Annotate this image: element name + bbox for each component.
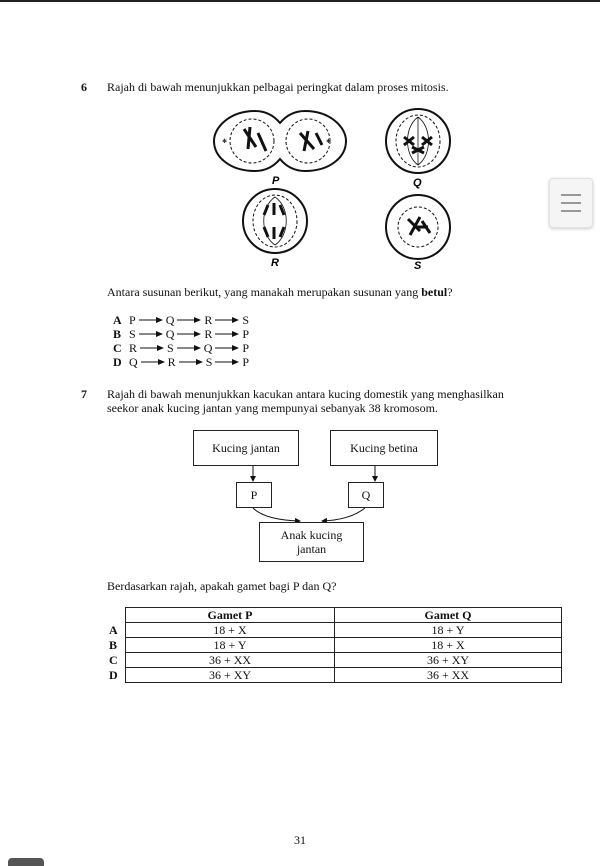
offspring-box	[259, 522, 364, 562]
cell-gamete-q: 36 + XY	[335, 653, 562, 668]
table-header-row	[109, 608, 562, 623]
gamete-q-box: Q	[348, 482, 384, 508]
offspring-line2: jantan	[296, 542, 327, 556]
sequence-item: R	[129, 341, 138, 355]
q6-question-text: Antara susunan berikut, yang manakah merupakan susunan yang	[107, 285, 422, 299]
label-s: S	[414, 260, 422, 272]
menu-icon-bar	[561, 202, 581, 204]
row-letter: A	[109, 623, 118, 637]
gamete-table	[109, 607, 562, 683]
sequence-item: R	[204, 313, 213, 327]
sequence-item: P	[129, 313, 136, 327]
table-row[interactable]	[109, 638, 562, 653]
offspring-line1: Anak kucing	[280, 528, 343, 542]
q6-question-emphasis: betul	[421, 285, 448, 299]
cell-gamete-p: 18 + Y	[126, 638, 335, 653]
q6-question-end: ?	[447, 285, 453, 299]
cell-gamete-q: 18 + Y	[335, 623, 562, 638]
q6-prompt: Rajah di bawah menunjukkan pelbagai peringkat dalam proses mitosis.	[107, 80, 449, 94]
sequence-item: S	[205, 355, 213, 369]
gamete-p-box: P	[236, 482, 272, 508]
label-r: R	[271, 257, 279, 269]
q7-number: 7	[81, 387, 87, 401]
q6-number: 6	[81, 80, 87, 94]
option-letter: C	[113, 341, 122, 355]
cell-gamete-q: 18 + X	[335, 638, 562, 653]
sequence-item: P	[242, 341, 250, 355]
sequence-item: S	[129, 327, 136, 341]
menu-icon-bar	[561, 194, 581, 196]
sequence-item: P	[242, 327, 250, 341]
menu-icon-bar	[561, 210, 581, 212]
table-row[interactable]	[109, 668, 562, 683]
table-row[interactable]	[109, 623, 562, 638]
header-gamete-q: Gamet Q	[335, 608, 562, 623]
sequence-item: P	[242, 355, 250, 369]
q7-prompt-line1: Rajah di bawah menunjukkan kacukan antara kucing domestik yang menghasilkan	[107, 387, 504, 401]
cell-gamete-p: 18 + X	[126, 623, 335, 638]
option-letter: B	[113, 327, 122, 341]
sequence-item: Q	[203, 341, 213, 355]
q7-prompt-line2: seekor anak kucing jantan yang mempunyai sebanyak 38 kromosom.	[107, 401, 438, 415]
row-letter: B	[109, 638, 118, 652]
cell-gamete-p: 36 + XX	[126, 653, 335, 668]
sequence-item: Q	[129, 355, 138, 369]
sequence-item: R	[167, 355, 176, 369]
svg-text:✱: ✱	[326, 139, 332, 145]
sequence-item: S	[242, 313, 250, 327]
sequence-item: Q	[165, 327, 175, 341]
sequence-item: S	[167, 341, 174, 355]
table-row[interactable]	[109, 653, 562, 668]
label-p: P	[272, 175, 280, 187]
corner-tab[interactable]	[8, 858, 44, 866]
male-parent-box: Kucing jantan	[193, 430, 299, 466]
option-letter: A	[113, 313, 122, 327]
sequence-item: Q	[165, 313, 175, 327]
row-letter: D	[109, 668, 118, 682]
page-number: 31	[294, 833, 306, 847]
cell-gamete-q: 36 + XX	[335, 668, 562, 683]
svg-text:✱: ✱	[222, 139, 228, 145]
label-q: Q	[413, 177, 422, 189]
female-parent-box: Kucing betina	[330, 430, 438, 466]
q7-question: Berdasarkan rajah, apakah gamet bagi P dan Q?	[107, 579, 337, 593]
sequence-item: R	[204, 327, 213, 341]
cell-gamete-p: 36 + XY	[126, 668, 335, 683]
table-corner	[109, 608, 126, 623]
row-letter: C	[109, 653, 118, 667]
menu-button[interactable]	[549, 178, 593, 228]
option-letter: D	[113, 355, 122, 369]
header-gamete-p: Gamet P	[126, 608, 335, 623]
